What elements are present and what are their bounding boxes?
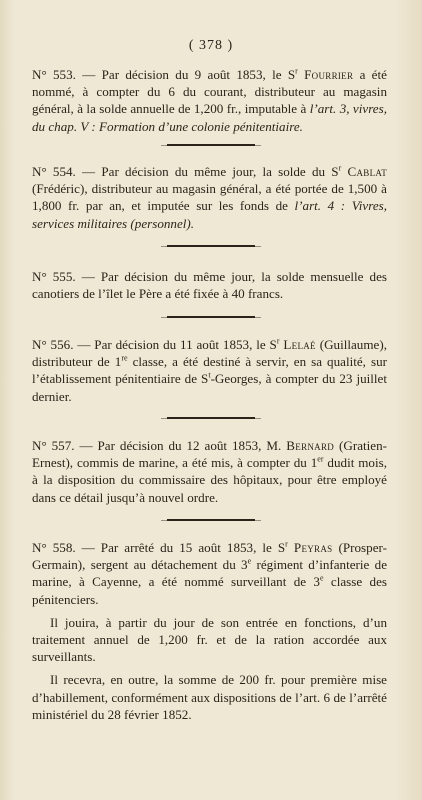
entry-dash: —	[81, 540, 95, 555]
person-name: Bernard	[286, 438, 335, 453]
separator-rule	[167, 144, 255, 146]
paragraph: Il recevra, en outre, la somme de 200 fr. pour première mise d’habillement, conformément aux dispositions de l’art. 6 de l’arrêté ministériel du 28 février 1852.	[32, 672, 387, 722]
entry-superscript: r	[295, 66, 298, 76]
entry-text: Par décision du 9 août 1853, le S	[101, 67, 296, 82]
entry-dash: —	[81, 269, 95, 284]
separator-rule	[167, 519, 255, 521]
entry-number: N° 554.	[32, 164, 76, 179]
entry-text: -Georges, à compter du 23 juillet dernier.	[32, 371, 387, 404]
person-name: Peyras	[293, 540, 333, 555]
entry-text: Par décision du 12 août 1853, M.	[97, 438, 282, 453]
entry-text: classe des pénitenciers.	[32, 574, 388, 607]
entry-text: (Prosper-Germain), sergent au détachement du 3	[32, 540, 387, 573]
entry-number: N° 558.	[32, 540, 76, 555]
entry-text: dudit mois, à la disposition du commissaire des hôpitaux, pour être employé dans ce détail jusqu’à nouvel ordre.	[32, 455, 387, 505]
entry-text: (Gratien-Ernest), commis de marine, a été mis, à compter du 1	[32, 438, 387, 471]
entry-text: Par décision du même jour, la solde mensuelle des canotiers de l’îlet le Père a été fixée à 40 francs.	[32, 269, 387, 302]
paragraph: Il jouira, à partir du jour de son entrée en fonctions, d’un traitement annuel de 1,200 fr. et de la ration accordée aux surveillants.	[32, 614, 387, 665]
separator-rule	[167, 316, 255, 318]
entry-superscript: r	[338, 163, 342, 173]
entry-italic-text: l’art. 4 : Vivres, services militaires (personnel).	[32, 198, 387, 231]
entry-dash: —	[82, 67, 96, 82]
entry-number: N° 556.	[32, 337, 74, 352]
entry-italic-text: l’art. 3, vivres, du chap. V : Formation d’une colonie pénitentiaire.	[32, 101, 387, 134]
entry-superscript: r	[285, 539, 288, 549]
entry-text: Par arrêté du 15 août 1853, le S	[100, 540, 286, 555]
entry-number: N° 555.	[32, 269, 76, 284]
entry-555	[32, 268, 387, 302]
entry-superscript: re	[121, 353, 128, 363]
entry-superscript: e	[319, 574, 324, 584]
entry-text: classe, a été destiné à servir, en sa qualité, sur l’établissement pénitentiaire de S	[32, 354, 387, 387]
separator-rule	[167, 417, 255, 419]
page-number: ( 378 )	[188, 38, 234, 53]
entry-text: régiment d’infanterie de marine, à Cayenne, a été nommé surveillant de 3	[32, 557, 388, 590]
entry-text: Par décision du 11 août 1853, le S	[94, 337, 277, 352]
entry-text: (Guillaume), distributeur de 1	[32, 337, 387, 370]
entry-dash: —	[82, 164, 96, 179]
entry-superscript: t	[208, 371, 211, 381]
person-name: Cablat	[347, 164, 387, 179]
entry-dash: —	[77, 337, 91, 352]
entry-text: a été nommé, à compter du 6 du courant, distributeur au magasin général, à la solde annuelle de 1,200 fr., imputable à	[32, 67, 387, 117]
entry-text: Par décision du même jour, la solde du S	[101, 164, 339, 179]
entry-superscript: er	[317, 454, 324, 464]
entry-number: N° 557.	[32, 438, 75, 453]
entry-558	[32, 539, 387, 723]
entry-number: N° 553.	[32, 67, 76, 82]
person-name: Fourrier	[304, 67, 354, 82]
entry-superscript: e	[247, 556, 252, 566]
entry-557	[32, 437, 387, 506]
person-name: Lelaé	[283, 337, 316, 352]
entry-text: (Frédéric), distributeur au magasin général, a été portée de 1,500 à 1,800 fr. par an, et imputée sur les fonds de	[32, 181, 387, 214]
entry-superscript: r	[276, 336, 280, 346]
entry-556	[32, 336, 387, 405]
entry-553	[32, 66, 387, 135]
entry-554	[32, 163, 387, 232]
separator-rule	[167, 245, 255, 247]
entry-dash: —	[79, 438, 93, 453]
